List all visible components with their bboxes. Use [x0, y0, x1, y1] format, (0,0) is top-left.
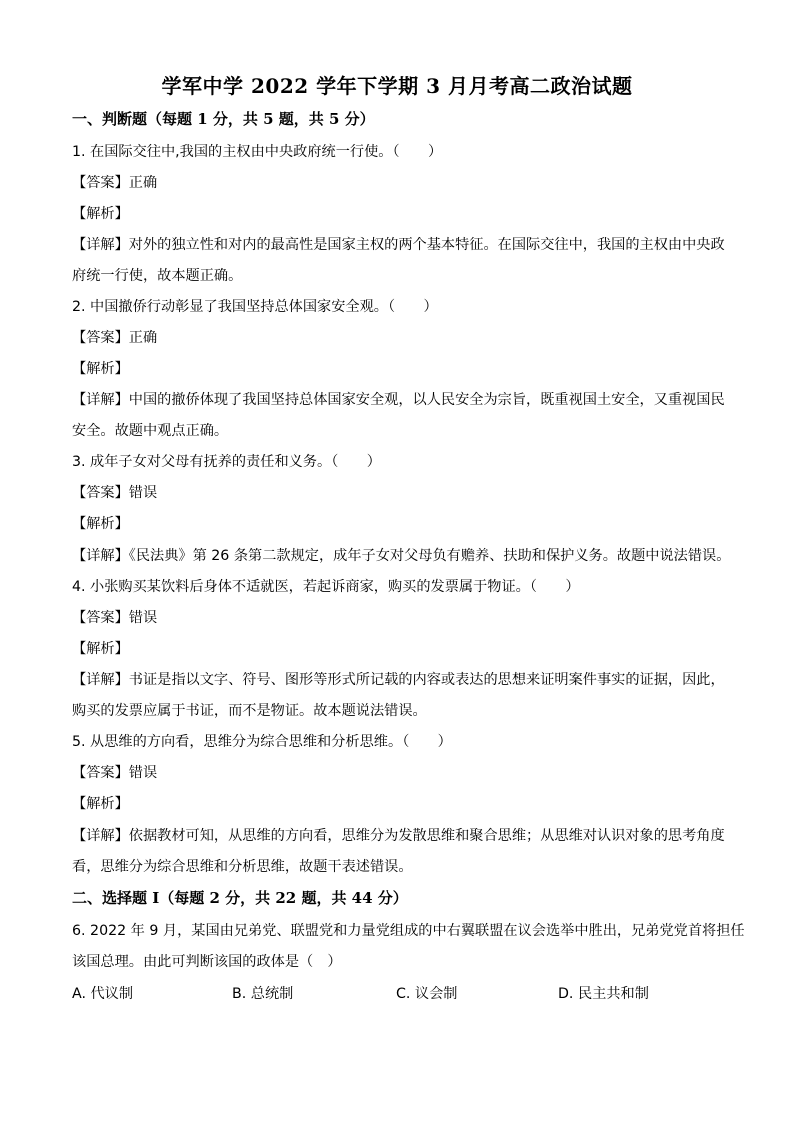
answer-3: 【答案】错误: [72, 485, 158, 501]
option-b: B. 总统制: [232, 986, 294, 1002]
detail-4-line-2: 购买的发票应属于书证，而不是物证。故本题说法错误。: [72, 703, 427, 719]
detail-5-line-1: 【详解】依据教材可知，从思维的方向看，思维分为发散思维和聚合思维；从思维对认识对象的思考角度: [72, 828, 725, 844]
question-6-line-1: 6. 2022 年 9 月，某国由兄弟党、联盟党和力量党组成的中右翼联盟在议会选举中胜出，兄弟党党首将担任: [72, 923, 745, 939]
detail-2-line-2: 安全。故题中观点正确。: [72, 423, 229, 439]
section-heading-choice: 二、选择题 I（每题 2 分，共 22 题，共 44 分）: [72, 889, 408, 907]
answer-2: 【答案】正确: [72, 330, 158, 346]
question-1: 1. 在国际交往中,我国的主权由中央政府统一行使。（ ）: [72, 144, 443, 160]
analysis-label-3: 【解析】: [72, 516, 129, 532]
question-3: 3. 成年子女对父母有抚养的责任和义务。（ ）: [72, 454, 381, 470]
analysis-label-1: 【解析】: [72, 206, 129, 222]
option-c: C. 议会制: [396, 986, 458, 1002]
option-d: D. 民主共和制: [558, 986, 649, 1002]
page-title: 学军中学 2022 学年下学期 3 月月考高二政治试题: [161, 74, 633, 98]
option-a: A. 代议制: [72, 986, 134, 1002]
section-heading-judgment: 一、判断题（每题 1 分，共 5 题，共 5 分）: [72, 110, 375, 128]
analysis-label-4: 【解析】: [72, 641, 129, 657]
answer-1: 【答案】正确: [72, 175, 158, 191]
detail-2-line-1: 【详解】中国的撤侨体现了我国坚持总体国家安全观，以人民安全为宗旨，既重视国土安全，又重视国民: [72, 392, 725, 408]
question-5: 5. 从思维的方向看，思维分为综合思维和分析思维。（ ）: [72, 734, 452, 750]
detail-5-line-2: 看，思维分为综合思维和分析思维，故题干表述错误。: [72, 859, 413, 875]
detail-4-line-1: 【详解】书证是指以文字、符号、图形等形式所记载的内容或表达的思想来证明案件事实的证据，因此，: [72, 672, 725, 688]
detail-3-line-1: 【详解】《民法典》第 26 条第二款规定，成年子女对父母负有赡养、扶助和保护义务。故题中说法错误。: [72, 548, 731, 564]
analysis-label-2: 【解析】: [72, 361, 129, 377]
answer-5: 【答案】错误: [72, 765, 158, 781]
detail-1-line-2: 府统一行使，故本题正确。: [72, 268, 243, 284]
detail-1-line-1: 【详解】对外的独立性和对内的最高性是国家主权的两个基本特征。在国际交往中，我国的主权由中央政: [72, 237, 725, 253]
question-4: 4. 小张购买某饮料后身体不适就医，若起诉商家，购买的发票属于物证。（ ）: [72, 579, 580, 595]
answer-4: 【答案】错误: [72, 610, 158, 626]
question-2: 2. 中国撤侨行动彰显了我国坚持总体国家安全观。（ ）: [72, 299, 438, 315]
question-6-line-2: 该国总理。由此可判断该国的政体是（ ）: [72, 954, 342, 970]
analysis-label-5: 【解析】: [72, 796, 129, 812]
